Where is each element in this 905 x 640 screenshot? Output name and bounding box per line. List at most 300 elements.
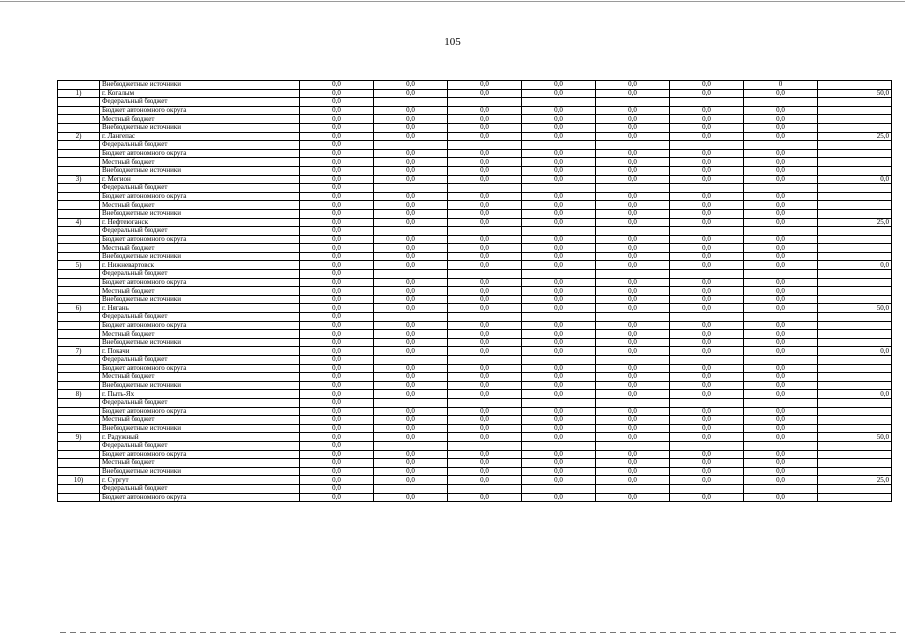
value-cell: 0,0 [522,304,596,313]
value-cell: 0,0 [744,201,818,210]
value-cell: 0,0 [522,244,596,253]
row-label: Местный бюджет [100,115,300,124]
row-label: г. Пыть-Ях [100,390,300,399]
row-number [58,98,100,107]
row-number [58,407,100,416]
value-cell: 0,0 [374,373,448,382]
table-row [58,313,892,322]
table-row [58,373,892,382]
table-row [58,450,892,459]
value-cell: 0,0 [522,493,596,502]
value-cell: 0,0 [374,192,448,201]
value-cell: 0,0 [670,416,744,425]
value-cell [522,98,596,107]
total-cell: 0,0 [818,261,892,270]
total-cell [818,184,892,193]
value-cell: 0,0 [300,166,374,175]
value-cell: 0,0 [448,123,522,132]
row-number [58,416,100,425]
value-cell: 0,0 [300,493,374,502]
value-cell: 0,0 [596,450,670,459]
row-label: Внебюджетные источники [100,467,300,476]
total-cell [818,441,892,450]
value-cell: 0,0 [300,459,374,468]
value-cell: 0,0 [448,175,522,184]
row-number [58,287,100,296]
row-number: 2) [58,132,100,141]
value-cell: 0,0 [522,218,596,227]
row-number [58,493,100,502]
row-number [58,123,100,132]
table-body [58,81,892,502]
value-cell: 0,0 [300,209,374,218]
value-cell: 0,0 [596,175,670,184]
value-cell: 0,0 [670,476,744,485]
value-cell: 0,0 [522,81,596,90]
total-cell [818,484,892,493]
value-cell: 0,0 [670,175,744,184]
table-row [58,407,892,416]
value-cell: 0,0 [448,467,522,476]
value-cell: 0,0 [744,132,818,141]
value-cell: 0,0 [300,115,374,124]
value-cell: 0,0 [448,338,522,347]
row-label: Бюджет автономного округа [100,321,300,330]
value-cell [744,184,818,193]
value-cell: 0,0 [670,467,744,476]
value-cell: 0,0 [448,158,522,167]
value-cell [670,227,744,236]
value-cell: 0,0 [448,235,522,244]
value-cell: 0,0 [300,141,374,150]
value-cell: 0,0 [744,390,818,399]
value-cell [596,484,670,493]
value-cell: 0,0 [522,476,596,485]
value-cell [596,441,670,450]
value-cell: 0,0 [522,106,596,115]
value-cell: 0,0 [744,433,818,442]
value-cell: 0,0 [300,244,374,253]
table-row [58,158,892,167]
value-cell: 0,0 [670,201,744,210]
row-number [58,278,100,287]
value-cell: 0,0 [670,261,744,270]
row-label: г. Радужный [100,433,300,442]
table-row [58,209,892,218]
value-cell [596,270,670,279]
value-cell: 0,0 [522,295,596,304]
row-label: Бюджет автономного округа [100,450,300,459]
row-label: Бюджет автономного округа [100,407,300,416]
value-cell: 0,0 [374,295,448,304]
value-cell: 0,0 [300,381,374,390]
value-cell: 0,0 [374,330,448,339]
total-cell [818,81,892,90]
table-row [58,261,892,270]
value-cell: 0,0 [448,149,522,158]
row-number: 1) [58,89,100,98]
value-cell: 0,0 [596,467,670,476]
value-cell: 0,0 [744,175,818,184]
value-cell: 0,0 [374,175,448,184]
value-cell: 0,0 [744,235,818,244]
value-cell: 0,0 [744,493,818,502]
value-cell [596,98,670,107]
table-row [58,106,892,115]
total-cell: 25,0 [818,218,892,227]
row-label: Местный бюджет [100,416,300,425]
table-row [58,184,892,193]
value-cell: 0,0 [448,132,522,141]
total-cell [818,123,892,132]
scan-edge-top [0,1,905,2]
total-cell [818,98,892,107]
value-cell: 0,0 [448,89,522,98]
row-label: г. Лангепас [100,132,300,141]
value-cell: 0,0 [670,287,744,296]
value-cell [374,398,448,407]
total-cell [818,141,892,150]
value-cell [374,313,448,322]
value-cell: 0,0 [300,398,374,407]
value-cell: 0,0 [374,235,448,244]
row-label: Внебюджетные источники [100,123,300,132]
value-cell: 0,0 [300,467,374,476]
row-label: Федеральный бюджет [100,270,300,279]
value-cell: 0,0 [744,295,818,304]
value-cell: 0,0 [670,381,744,390]
row-number: 10) [58,476,100,485]
value-cell: 0,0 [596,89,670,98]
table-row [58,424,892,433]
value-cell: 0,0 [374,166,448,175]
value-cell [374,227,448,236]
value-cell: 0,0 [522,89,596,98]
value-cell: 0,0 [670,166,744,175]
value-cell: 0,0 [374,390,448,399]
value-cell: 0,0 [596,407,670,416]
total-cell [818,201,892,210]
total-cell: 0,0 [818,175,892,184]
total-cell [818,252,892,261]
value-cell: 0,0 [374,278,448,287]
value-cell: 0,0 [448,321,522,330]
value-cell [448,98,522,107]
value-cell: 0,0 [448,330,522,339]
value-cell [522,270,596,279]
value-cell: 0,0 [596,192,670,201]
total-cell [818,356,892,365]
value-cell: 0,0 [670,158,744,167]
value-cell: 0,0 [448,347,522,356]
value-cell: 0,0 [670,373,744,382]
value-cell: 0,0 [300,347,374,356]
value-cell [744,484,818,493]
table-row [58,287,892,296]
row-label: Внебюджетные источники [100,252,300,261]
value-cell: 0,0 [522,209,596,218]
value-cell: 0,0 [300,175,374,184]
row-number [58,321,100,330]
value-cell: 0,0 [448,390,522,399]
value-cell [596,141,670,150]
row-number [58,398,100,407]
value-cell: 0,0 [522,235,596,244]
value-cell: 0,0 [300,123,374,132]
table-row [58,270,892,279]
value-cell: 0,0 [744,209,818,218]
value-cell: 0,0 [300,235,374,244]
row-number [58,115,100,124]
value-cell: 0,0 [522,433,596,442]
value-cell: 0,0 [374,287,448,296]
row-number [58,201,100,210]
value-cell: 0,0 [448,476,522,485]
table-row [58,493,892,502]
value-cell: 0,0 [670,459,744,468]
value-cell: 0,0 [300,184,374,193]
value-cell [448,227,522,236]
value-cell: 0,0 [300,433,374,442]
value-cell: 0,0 [300,416,374,425]
value-cell: 0,0 [670,192,744,201]
value-cell: 0,0 [300,278,374,287]
value-cell: 0,0 [670,321,744,330]
value-cell: 0,0 [300,450,374,459]
value-cell: 0,0 [522,132,596,141]
total-cell [818,115,892,124]
total-cell [818,338,892,347]
value-cell [448,141,522,150]
value-cell: 0,0 [522,158,596,167]
total-cell: 50,0 [818,304,892,313]
value-cell: 0,0 [744,476,818,485]
total-cell: 0,0 [818,390,892,399]
table-row [58,244,892,253]
value-cell: 0,0 [522,115,596,124]
total-cell [818,106,892,115]
value-cell: 0,0 [670,89,744,98]
row-number: 9) [58,433,100,442]
row-label: г. Покачи [100,347,300,356]
row-label: Федеральный бюджет [100,98,300,107]
value-cell: 0,0 [300,356,374,365]
total-cell [818,166,892,175]
value-cell: 0,0 [448,459,522,468]
table-row [58,175,892,184]
value-cell: 0,0 [300,330,374,339]
row-label: Внебюджетные источники [100,209,300,218]
value-cell: 0,0 [300,158,374,167]
value-cell [744,313,818,322]
table-row [58,81,892,90]
value-cell: 0,0 [670,149,744,158]
row-label: г. Мегион [100,175,300,184]
value-cell: 0,0 [448,287,522,296]
value-cell: 0,0 [374,424,448,433]
value-cell: 0,0 [596,347,670,356]
row-number [58,459,100,468]
row-number [58,270,100,279]
total-cell: 0,0 [818,347,892,356]
value-cell [670,313,744,322]
table-row [58,459,892,468]
value-cell: 0,0 [596,81,670,90]
value-cell: 0,0 [670,235,744,244]
table-row [58,433,892,442]
value-cell: 0,0 [596,416,670,425]
value-cell: 0,0 [300,304,374,313]
value-cell: 0,0 [596,261,670,270]
value-cell [670,441,744,450]
total-cell [818,158,892,167]
row-label: Внебюджетные источники [100,295,300,304]
budget-table [57,80,892,502]
value-cell: 0,0 [596,244,670,253]
table-row [58,364,892,373]
value-cell: 0,0 [374,459,448,468]
value-cell: 0,0 [596,476,670,485]
value-cell: 0,0 [596,373,670,382]
table-row [58,381,892,390]
value-cell: 0,0 [744,261,818,270]
total-cell [818,416,892,425]
value-cell: 0,0 [596,424,670,433]
row-number [58,381,100,390]
total-cell [818,244,892,253]
value-cell: 0,0 [300,132,374,141]
value-cell: 0,0 [300,364,374,373]
row-label: Местный бюджет [100,459,300,468]
value-cell: 0,0 [596,433,670,442]
value-cell: 0,0 [596,321,670,330]
value-cell: 0,0 [522,123,596,132]
value-cell: 0,0 [522,347,596,356]
table-row [58,356,892,365]
value-cell: 0,0 [374,123,448,132]
value-cell: 0,0 [596,123,670,132]
value-cell: 0,0 [670,106,744,115]
table-row [58,252,892,261]
value-cell [522,313,596,322]
value-cell: 0,0 [522,278,596,287]
value-cell: 0,0 [744,89,818,98]
value-cell: 0,0 [744,278,818,287]
value-cell: 0,0 [448,261,522,270]
value-cell: 0,0 [300,192,374,201]
value-cell: 0,0 [744,364,818,373]
value-cell: 0,0 [596,459,670,468]
row-label: Бюджет автономного округа [100,192,300,201]
row-number: 6) [58,304,100,313]
value-cell: 0,0 [596,252,670,261]
value-cell: 0,0 [522,287,596,296]
value-cell: 0,0 [744,407,818,416]
table-row [58,347,892,356]
value-cell: 0,0 [374,450,448,459]
value-cell: 0,0 [374,467,448,476]
row-label: Местный бюджет [100,373,300,382]
table-row [58,227,892,236]
row-number [58,227,100,236]
table-row [58,278,892,287]
table-row [58,166,892,175]
value-cell [448,184,522,193]
value-cell: 0,0 [744,158,818,167]
value-cell [670,398,744,407]
row-label: г. Нягань [100,304,300,313]
value-cell: 0,0 [744,373,818,382]
value-cell: 0,0 [744,450,818,459]
value-cell [522,484,596,493]
value-cell [744,441,818,450]
value-cell [522,184,596,193]
row-label: Федеральный бюджет [100,356,300,365]
value-cell [374,98,448,107]
value-cell: 0,0 [744,218,818,227]
value-cell [596,184,670,193]
row-number [58,441,100,450]
value-cell: 0,0 [300,252,374,261]
row-number [58,235,100,244]
value-cell: 0,0 [596,132,670,141]
row-number [58,106,100,115]
total-cell [818,227,892,236]
value-cell [670,356,744,365]
value-cell: 0,0 [596,209,670,218]
value-cell: 0,0 [596,166,670,175]
value-cell: 0,0 [300,270,374,279]
value-cell [448,441,522,450]
page-number: 105 [444,36,461,48]
value-cell: 0,0 [374,89,448,98]
value-cell: 0,0 [522,261,596,270]
row-label: Бюджет автономного округа [100,493,300,502]
total-cell [818,407,892,416]
value-cell: 0,0 [448,192,522,201]
value-cell: 0,0 [522,407,596,416]
value-cell: 0,0 [448,81,522,90]
value-cell [448,270,522,279]
value-cell: 0,0 [300,227,374,236]
total-cell [818,149,892,158]
value-cell [744,398,818,407]
value-cell: 0,0 [374,304,448,313]
total-cell [818,364,892,373]
row-number: 8) [58,390,100,399]
total-cell [818,424,892,433]
value-cell: 0,0 [522,330,596,339]
value-cell: 0,0 [744,347,818,356]
value-cell: 0,0 [374,493,448,502]
value-cell: 0,0 [522,175,596,184]
value-cell: 0,0 [670,123,744,132]
row-label: Внебюджетные источники [100,424,300,433]
value-cell: 0,0 [596,115,670,124]
value-cell: 0,0 [448,244,522,253]
table-row [58,115,892,124]
value-cell: 0,0 [448,424,522,433]
value-cell: 0,0 [374,81,448,90]
value-cell: 0,0 [744,330,818,339]
row-number [58,295,100,304]
value-cell: 0,0 [300,89,374,98]
value-cell: 0,0 [300,313,374,322]
row-number [58,166,100,175]
row-label: Бюджет автономного округа [100,149,300,158]
row-number: 7) [58,347,100,356]
table-row [58,132,892,141]
